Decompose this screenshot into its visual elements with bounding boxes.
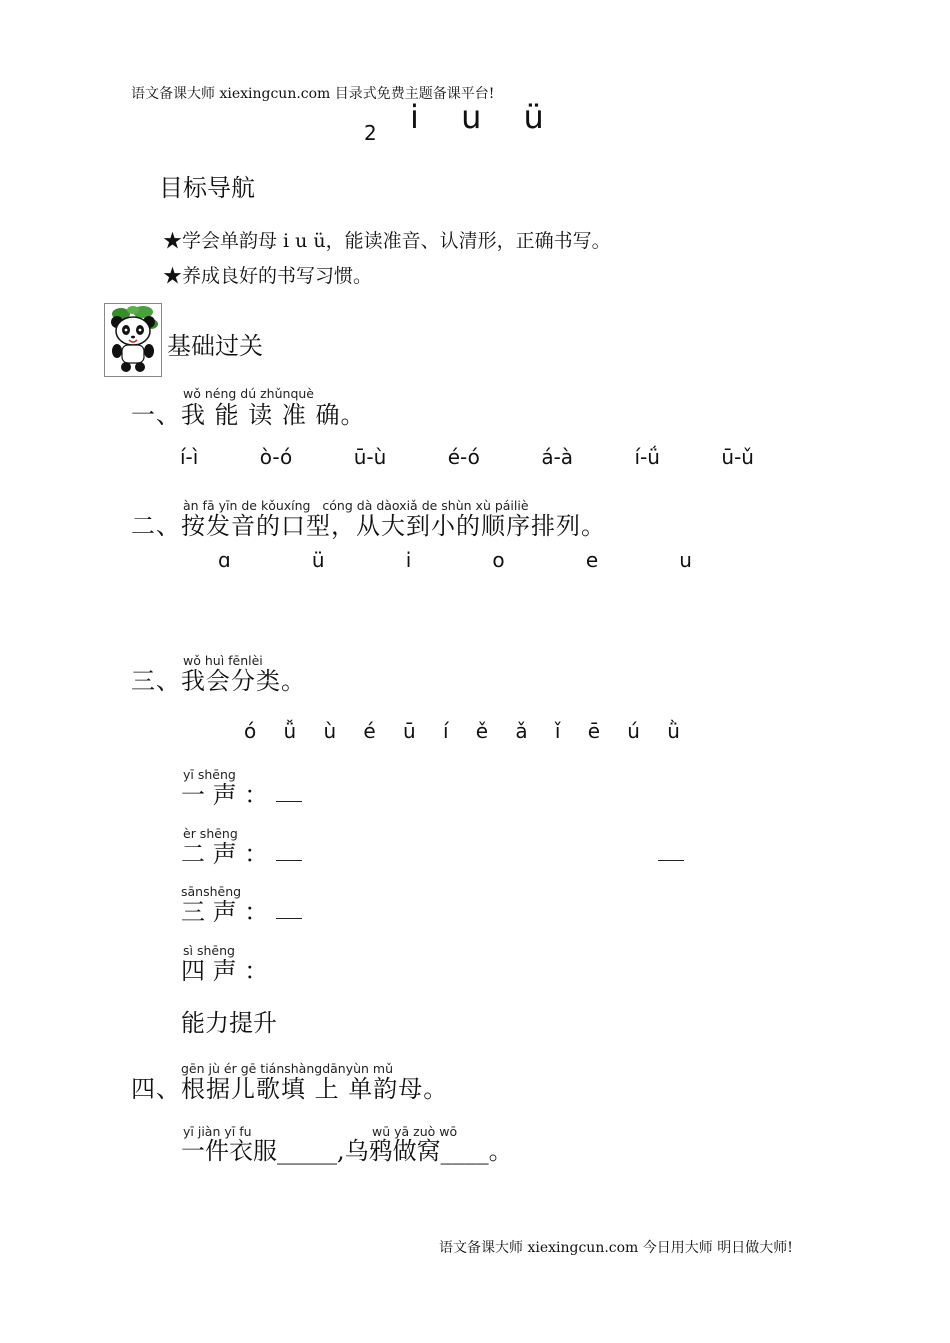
- goal-item-1: ★学会单韵母 i u ü，能读准音、认清形，正确书写。: [163, 230, 611, 252]
- goal-item-2: ★养成良好的书写习惯。: [163, 265, 373, 287]
- q1-pair: í-ǘ: [634, 445, 660, 469]
- q3-label: 三、我会分类。: [131, 667, 306, 695]
- q4-line: 一件衣服_____,乌鸦做窝____。: [181, 1137, 513, 1165]
- tone4-pinyin: sì shēng: [183, 943, 235, 958]
- q1-pair: ū-ù: [353, 445, 387, 469]
- q3-letter: ǐ: [554, 719, 561, 743]
- tone3-pinyin: sānshēng: [181, 884, 242, 899]
- tone1-blank[interactable]: [276, 800, 302, 802]
- q2-label: 二、按发音的口型，从大到小的顺序排列。: [131, 512, 606, 540]
- tone3-blank[interactable]: [276, 917, 302, 919]
- tone3-label: 三 声 ：: [181, 898, 269, 926]
- q4-label: 四、根据儿歌填 上 单韵母。: [131, 1075, 449, 1103]
- lesson-title: i u ü: [410, 98, 544, 136]
- q2-pinyin: àn fā yīn de kǒuxíng cóng dà dàoxiǎ de shùn xù páiliè: [183, 498, 529, 513]
- q3-letter: ó: [244, 719, 257, 743]
- q2-letters: [218, 548, 692, 572]
- q2-letter: ü: [311, 548, 325, 572]
- tone2-label: 二 声 ：: [181, 840, 269, 868]
- q3-letter: é: [363, 719, 376, 743]
- q4-line-pinyin-1: yī jiàn yī fu: [183, 1124, 252, 1139]
- lesson-number: 2: [364, 121, 377, 145]
- basic-heading: 基础过关: [167, 332, 263, 360]
- q1-label: 一、我 能 读 准 确。: [131, 401, 366, 429]
- q2-letter: u: [679, 548, 692, 572]
- q3-letter: í: [442, 719, 449, 743]
- q3-letter: ú: [627, 719, 640, 743]
- tone1-pinyin: yī shēng: [183, 767, 236, 782]
- q3-letter: ě: [475, 719, 489, 743]
- q3-pinyin: wǒ huì fēnlèi: [183, 653, 263, 668]
- q4-pinyin: gēn jù ér gē tiánshàngdānyùn mǔ: [181, 1061, 394, 1076]
- q1-pair: á-à: [541, 445, 574, 469]
- page-header: 语文备课大师 xiexingcun.com 目录式免费主题备课平台!: [131, 86, 495, 102]
- q3-letters: [244, 719, 680, 743]
- q3-letter: ē: [587, 719, 601, 743]
- q3-letter: ù: [323, 719, 337, 743]
- q1-pairs: [180, 445, 754, 469]
- q2-letter: o: [492, 548, 505, 572]
- q3-letter: ǎ: [515, 719, 528, 743]
- q4-line-pinyin-2: wū yā zuò wō: [372, 1124, 458, 1139]
- tone2-blank-2[interactable]: [658, 859, 684, 861]
- q3-letter: ǚ: [283, 719, 297, 743]
- tone2-pinyin: èr shēng: [183, 826, 238, 841]
- page-footer: 语文备课大师 xiexingcun.com 今日用大师 明日做大师!: [439, 1240, 793, 1256]
- q2-letter: ɑ: [218, 548, 231, 572]
- q2-letter: e: [585, 548, 599, 572]
- advanced-heading: 能力提升: [181, 1009, 277, 1037]
- q1-pinyin: wǒ néng dú zhǔnquè: [183, 386, 314, 401]
- q1-pair: é-ó: [447, 445, 480, 469]
- tone1-label: 一 声 ：: [181, 781, 269, 809]
- panda-mascot-icon: [104, 303, 162, 377]
- q2-letter: i: [405, 548, 412, 572]
- q1-pair: í-ì: [180, 445, 199, 469]
- q1-pair: ū-ǔ: [721, 445, 754, 469]
- tone4-label: 四 声 ：: [181, 957, 269, 985]
- q3-letter: ǜ: [667, 719, 680, 743]
- tone2-blank[interactable]: [276, 859, 302, 861]
- q1-pair: ò-ó: [259, 445, 293, 469]
- q3-letter: ū: [403, 719, 416, 743]
- goals-heading: 目标导航: [159, 174, 255, 202]
